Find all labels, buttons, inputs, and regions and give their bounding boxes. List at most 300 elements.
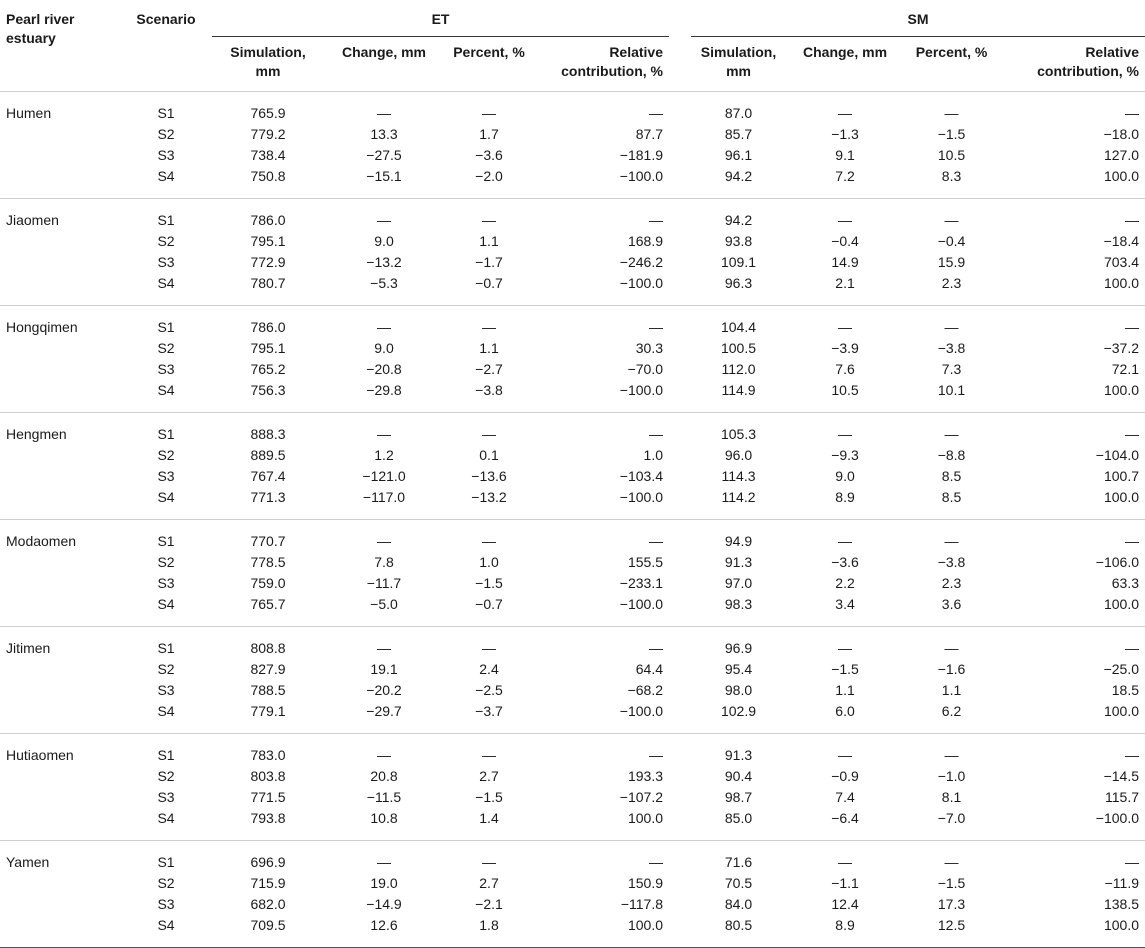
value-cell: 2.7 xyxy=(479,875,499,891)
value-cell: −1.6 xyxy=(937,661,966,677)
scenario-cell: S1 xyxy=(157,426,175,442)
value-cell: 10.1 xyxy=(937,382,966,398)
value-cell: 715.9 xyxy=(250,875,286,891)
value-cell: 780.7 xyxy=(250,275,286,291)
value-cell: 2.4 xyxy=(479,661,499,677)
value-cell: −100.0 xyxy=(1095,810,1140,826)
value-cell: 8.5 xyxy=(941,489,962,505)
value-cell: — xyxy=(838,854,853,870)
value-cell: — xyxy=(377,533,391,549)
value-cell: 138.5 xyxy=(1103,896,1140,912)
value-cell: 10.5 xyxy=(831,382,859,398)
header-sm: SM xyxy=(691,0,1145,37)
value-cell: — xyxy=(1125,854,1140,870)
value-cell: 97.0 xyxy=(724,575,753,591)
value-cell: — xyxy=(377,105,391,121)
column-gap xyxy=(669,124,691,145)
value-cell: 8.1 xyxy=(941,789,962,805)
value-cell: −3.8 xyxy=(937,340,966,356)
scenario-cell: S2 xyxy=(157,126,175,142)
value-cell: — xyxy=(649,640,664,656)
value-cell: 100.0 xyxy=(1103,275,1140,291)
value-cell: −70.0 xyxy=(627,361,664,377)
value-cell: −1.7 xyxy=(475,254,503,270)
value-cell: 84.0 xyxy=(724,896,753,912)
value-cell: — xyxy=(649,426,664,442)
estuary-name-empty xyxy=(0,231,120,252)
value-cell: 100.0 xyxy=(1103,168,1140,184)
column-gap xyxy=(669,487,691,520)
value-cell: — xyxy=(1125,212,1140,228)
value-cell: — xyxy=(377,426,391,442)
estuary-name: Hutiaomen xyxy=(6,747,74,763)
scenario-cell: S2 xyxy=(157,661,175,677)
value-cell: 71.6 xyxy=(724,854,753,870)
estuary-name-empty xyxy=(0,252,120,273)
column-gap xyxy=(669,701,691,734)
table-row xyxy=(0,359,1145,380)
value-cell: 96.1 xyxy=(724,147,753,163)
value-cell: 1.8 xyxy=(479,917,499,933)
value-cell: 2.1 xyxy=(835,275,855,291)
estuary-name-empty xyxy=(0,873,120,894)
value-cell: — xyxy=(377,640,391,656)
value-cell: 90.4 xyxy=(724,768,753,784)
value-cell: 765.9 xyxy=(250,105,286,121)
scenario-cell: S4 xyxy=(157,275,175,291)
value-cell: −3.6 xyxy=(475,147,503,163)
value-cell: −18.4 xyxy=(1103,233,1140,249)
value-cell: 772.9 xyxy=(250,254,286,270)
value-cell: 12.5 xyxy=(937,917,966,933)
value-cell: — xyxy=(482,854,496,870)
estuary-name: Hongqimen xyxy=(6,319,78,335)
value-cell: −0.4 xyxy=(831,233,859,249)
column-gap xyxy=(669,594,691,627)
value-cell: −25.0 xyxy=(1103,661,1140,677)
value-cell: 91.3 xyxy=(724,554,753,570)
value-cell: 2.7 xyxy=(479,768,499,784)
value-cell: 95.4 xyxy=(724,661,753,677)
estuary-name-empty xyxy=(0,894,120,915)
estuary-name-empty xyxy=(0,680,120,701)
estuary-name-empty xyxy=(0,338,120,359)
scenario-cell: S3 xyxy=(157,361,175,377)
value-cell: 10.5 xyxy=(937,147,966,163)
column-gap xyxy=(669,552,691,573)
value-cell: 1.0 xyxy=(479,554,499,570)
value-cell: −3.8 xyxy=(475,382,503,398)
scenario-cell: S1 xyxy=(157,640,175,656)
value-cell: 12.6 xyxy=(370,917,398,933)
value-cell: 112.0 xyxy=(721,361,756,377)
value-cell: −68.2 xyxy=(627,682,664,698)
table-row xyxy=(0,808,1145,841)
value-cell: 9.0 xyxy=(835,468,855,484)
value-cell: 765.7 xyxy=(250,596,286,612)
value-cell: −181.9 xyxy=(619,147,664,163)
value-cell: −14.9 xyxy=(366,896,402,912)
value-cell: 104.4 xyxy=(720,319,757,335)
value-cell: — xyxy=(944,212,959,228)
column-gap xyxy=(669,273,691,306)
table-row xyxy=(0,231,1145,252)
value-cell: −1.5 xyxy=(831,661,859,677)
column-gap xyxy=(669,92,691,125)
table-row xyxy=(0,659,1145,680)
value-cell: 100.0 xyxy=(1103,596,1140,612)
value-cell: — xyxy=(1125,105,1140,121)
value-cell: −121.0 xyxy=(362,468,406,484)
value-cell: −3.9 xyxy=(831,340,859,356)
value-cell: 795.1 xyxy=(250,233,286,249)
value-cell: 8.9 xyxy=(835,489,855,505)
value-cell: −37.2 xyxy=(1103,340,1140,356)
table-row xyxy=(0,413,1145,446)
value-cell: −20.2 xyxy=(366,682,402,698)
value-cell: — xyxy=(1125,640,1140,656)
value-cell: −2.5 xyxy=(475,682,503,698)
value-cell: −11.9 xyxy=(1104,875,1140,891)
scenario-cell: S3 xyxy=(157,682,175,698)
value-cell: — xyxy=(649,319,664,335)
scenario-cell: S1 xyxy=(157,319,175,335)
column-gap xyxy=(669,894,691,915)
header-estuary: Pearl river estuary xyxy=(6,11,75,46)
value-cell: — xyxy=(482,105,496,121)
table-row xyxy=(0,380,1145,413)
estuary-group-hengmen xyxy=(0,413,1145,520)
column-gap xyxy=(669,445,691,466)
scenario-cell: S4 xyxy=(157,917,175,933)
column-gap xyxy=(669,680,691,701)
table-row xyxy=(0,894,1145,915)
value-cell: −104.0 xyxy=(1095,447,1140,463)
value-cell: 87.7 xyxy=(635,126,664,142)
value-cell: 759.0 xyxy=(250,575,286,591)
value-cell: — xyxy=(944,105,959,121)
value-cell: −5.3 xyxy=(370,275,398,291)
value-cell: 98.7 xyxy=(724,789,753,805)
value-cell: −6.4 xyxy=(831,810,859,826)
table-row xyxy=(0,92,1145,125)
estuary-name: Hengmen xyxy=(6,426,67,442)
value-cell: −15.1 xyxy=(366,168,402,184)
value-cell: 8.5 xyxy=(941,468,962,484)
value-cell: 100.7 xyxy=(1103,468,1140,484)
value-cell: — xyxy=(838,747,853,763)
table-row xyxy=(0,124,1145,145)
value-cell: 767.4 xyxy=(250,468,286,484)
value-cell: 779.1 xyxy=(250,703,286,719)
column-gap xyxy=(669,873,691,894)
value-cell: — xyxy=(944,747,959,763)
value-cell: 9.0 xyxy=(374,233,394,249)
column-gap xyxy=(669,466,691,487)
value-cell: 1.4 xyxy=(479,810,499,826)
value-cell: −100.0 xyxy=(619,596,664,612)
value-cell: 889.5 xyxy=(250,447,286,463)
header-et-simulation: Simulation, mm xyxy=(230,44,306,79)
estuary-group-hutiaomen xyxy=(0,734,1145,841)
header-et-change: Change, mm xyxy=(341,44,426,60)
estuary-name-empty xyxy=(0,380,120,413)
value-cell: 13.3 xyxy=(370,126,398,142)
header-sm-simulation: Simulation, mm xyxy=(700,44,777,79)
value-cell: 7.6 xyxy=(835,361,855,377)
column-gap xyxy=(669,231,691,252)
header-et-relative: Relative contribution, % xyxy=(561,44,664,79)
value-cell: 70.5 xyxy=(724,875,753,891)
table-row xyxy=(0,466,1145,487)
value-cell: 0.1 xyxy=(479,447,499,463)
table-row xyxy=(0,573,1145,594)
value-cell: — xyxy=(482,747,496,763)
value-cell: 696.9 xyxy=(250,854,286,870)
value-cell: −0.7 xyxy=(475,596,503,612)
value-cell: −100.0 xyxy=(619,489,664,505)
estuary-name-empty xyxy=(0,466,120,487)
scenario-cell: S4 xyxy=(157,810,175,826)
column-gap xyxy=(669,520,691,553)
scenario-cell: S1 xyxy=(157,533,175,549)
value-cell: 10.8 xyxy=(370,810,398,826)
estuary-name-empty xyxy=(0,445,120,466)
value-cell: — xyxy=(838,105,853,121)
table-row xyxy=(0,273,1145,306)
value-cell: 114.2 xyxy=(721,489,756,505)
scenario-cell: S3 xyxy=(157,254,175,270)
value-cell: −5.0 xyxy=(370,596,398,612)
scenario-cell: S2 xyxy=(157,233,175,249)
table-row xyxy=(0,594,1145,627)
header-et-percent: Percent, % xyxy=(453,44,525,60)
value-cell: 91.3 xyxy=(724,747,753,763)
estuary-name-empty xyxy=(0,915,120,948)
value-cell: −106.0 xyxy=(1095,554,1140,570)
value-cell: — xyxy=(482,319,496,335)
value-cell: — xyxy=(377,319,391,335)
value-cell: — xyxy=(377,854,391,870)
value-cell: 100.0 xyxy=(1103,382,1140,398)
scenario-cell: S1 xyxy=(157,212,175,228)
scenario-cell: S2 xyxy=(157,447,175,463)
value-cell: 109.1 xyxy=(720,254,757,270)
column-gap xyxy=(669,915,691,948)
header-et: ET xyxy=(212,0,669,37)
column-gap xyxy=(669,380,691,413)
value-cell: −2.1 xyxy=(475,896,503,912)
value-cell: 105.3 xyxy=(720,426,757,442)
estuary-group-yamen xyxy=(0,841,1145,948)
value-cell: 12.4 xyxy=(831,896,859,912)
value-cell: 18.5 xyxy=(1111,682,1140,698)
value-cell: −103.4 xyxy=(619,468,664,484)
value-cell: 808.8 xyxy=(250,640,286,656)
value-cell: −3.8 xyxy=(937,554,966,570)
estuary-name-empty xyxy=(0,594,120,627)
column-gap xyxy=(669,627,691,660)
value-cell: 96.3 xyxy=(724,275,753,291)
value-cell: 793.8 xyxy=(250,810,286,826)
value-cell: −1.5 xyxy=(937,126,966,142)
value-cell: 9.1 xyxy=(835,147,855,163)
table-row xyxy=(0,166,1145,199)
value-cell: −246.2 xyxy=(619,254,664,270)
value-cell: −107.2 xyxy=(619,789,664,805)
scenario-cell: S4 xyxy=(157,168,175,184)
value-cell: 771.5 xyxy=(250,789,286,805)
value-cell: −1.1 xyxy=(831,875,859,891)
value-cell: −9.3 xyxy=(831,447,859,463)
column-gap xyxy=(669,766,691,787)
table-row xyxy=(0,766,1145,787)
value-cell: 100.0 xyxy=(627,810,664,826)
table-row xyxy=(0,680,1145,701)
column-gap xyxy=(669,166,691,199)
value-cell: 98.3 xyxy=(724,596,753,612)
scenario-cell: S4 xyxy=(157,703,175,719)
value-cell: −3.7 xyxy=(475,703,503,719)
value-cell: — xyxy=(944,319,959,335)
value-cell: 100.0 xyxy=(1103,917,1140,933)
value-cell: 8.9 xyxy=(835,917,855,933)
estuary-name-empty xyxy=(0,766,120,787)
value-cell: — xyxy=(838,426,853,442)
value-cell: 30.3 xyxy=(635,340,664,356)
value-cell: 168.9 xyxy=(627,233,664,249)
value-cell: 63.3 xyxy=(1111,575,1140,591)
value-cell: — xyxy=(944,854,959,870)
table-row xyxy=(0,734,1145,767)
value-cell: −11.5 xyxy=(366,789,402,805)
value-cell: 85.7 xyxy=(724,126,753,142)
estuary-name-empty xyxy=(0,124,120,145)
scenario-cell: S3 xyxy=(157,896,175,912)
estuary-group-jitimen xyxy=(0,627,1145,734)
column-gap xyxy=(669,359,691,380)
column-gap xyxy=(669,787,691,808)
value-cell: 6.0 xyxy=(835,703,855,719)
value-cell: — xyxy=(838,640,853,656)
column-gap xyxy=(669,734,691,767)
value-cell: — xyxy=(377,747,391,763)
value-cell: 100.0 xyxy=(1103,489,1140,505)
column-gap xyxy=(669,199,691,232)
value-cell: 783.0 xyxy=(250,747,286,763)
header-sm-relative: Relative contribution, % xyxy=(1037,44,1140,79)
value-cell: −1.3 xyxy=(831,126,859,142)
value-cell: −0.7 xyxy=(475,275,503,291)
column-gap xyxy=(669,413,691,446)
value-cell: −7.0 xyxy=(937,810,966,826)
column-gap xyxy=(669,145,691,166)
value-cell: 114.9 xyxy=(721,382,756,398)
scenario-cell: S4 xyxy=(157,382,175,398)
table-row xyxy=(0,520,1145,553)
header-sm-percent: Percent, % xyxy=(915,44,988,60)
value-cell: — xyxy=(649,747,664,763)
estuary-name-empty xyxy=(0,273,120,306)
estuary-name: Modaomen xyxy=(6,533,77,549)
value-cell: — xyxy=(649,854,664,870)
value-cell: 1.1 xyxy=(479,233,499,249)
value-cell: 17.3 xyxy=(937,896,966,912)
scenario-cell: S2 xyxy=(157,768,175,784)
value-cell: 827.9 xyxy=(250,661,286,677)
estuary-group-humen xyxy=(0,92,1145,199)
scenario-cell: S4 xyxy=(157,489,175,505)
scenario-cell: S1 xyxy=(157,854,175,870)
table-row xyxy=(0,252,1145,273)
value-cell: — xyxy=(944,533,959,549)
value-cell: −117.8 xyxy=(620,896,664,912)
column-gap xyxy=(669,841,691,874)
value-cell: 193.3 xyxy=(627,768,664,784)
value-cell: 64.4 xyxy=(635,661,664,677)
column-gap xyxy=(669,659,691,680)
column-gap xyxy=(669,252,691,273)
estuary-name-empty xyxy=(0,166,120,199)
value-cell: −100.0 xyxy=(619,382,664,398)
value-cell: 795.1 xyxy=(250,340,286,356)
estuary-name-empty xyxy=(0,808,120,841)
value-cell: −117.0 xyxy=(362,489,406,505)
value-cell: 96.9 xyxy=(724,640,753,656)
estuary-name-empty xyxy=(0,787,120,808)
value-cell: 888.3 xyxy=(250,426,286,442)
table-row xyxy=(0,199,1145,232)
value-cell: 1.7 xyxy=(479,126,499,142)
value-cell: 9.0 xyxy=(374,340,394,356)
value-cell: −233.1 xyxy=(619,575,664,591)
value-cell: 7.8 xyxy=(374,554,394,570)
table-row xyxy=(0,552,1145,573)
value-cell: 87.0 xyxy=(724,105,753,121)
value-cell: 3.4 xyxy=(835,596,855,612)
estuary-group-hongqimen xyxy=(0,306,1145,413)
value-cell: −3.6 xyxy=(831,554,859,570)
value-cell: −8.8 xyxy=(937,447,966,463)
value-cell: — xyxy=(482,426,496,442)
table-row xyxy=(0,701,1145,734)
table-row xyxy=(0,627,1145,660)
value-cell: 102.9 xyxy=(720,703,757,719)
value-cell: — xyxy=(649,533,664,549)
value-cell: — xyxy=(649,212,664,228)
estuary-name: Jitimen xyxy=(6,640,51,656)
value-cell: 1.1 xyxy=(479,340,499,356)
value-cell: 94.2 xyxy=(724,212,753,228)
scenario-cell: S3 xyxy=(157,468,175,484)
column-gap xyxy=(669,306,691,339)
value-cell: 115.7 xyxy=(1105,789,1140,805)
scenario-cell: S4 xyxy=(157,596,175,612)
value-cell: −0.9 xyxy=(831,768,859,784)
value-cell: 1.2 xyxy=(374,447,394,463)
table-row xyxy=(0,145,1145,166)
value-cell: −29.7 xyxy=(366,703,402,719)
value-cell: — xyxy=(838,533,853,549)
value-cell: 85.0 xyxy=(724,810,753,826)
value-cell: −100.0 xyxy=(619,275,664,291)
table-row xyxy=(0,445,1145,466)
scenario-cell: S3 xyxy=(157,789,175,805)
table-row xyxy=(0,915,1145,948)
estuary-name: Jiaomen xyxy=(6,212,59,228)
value-cell: — xyxy=(838,319,853,335)
value-cell: 750.8 xyxy=(250,168,286,184)
